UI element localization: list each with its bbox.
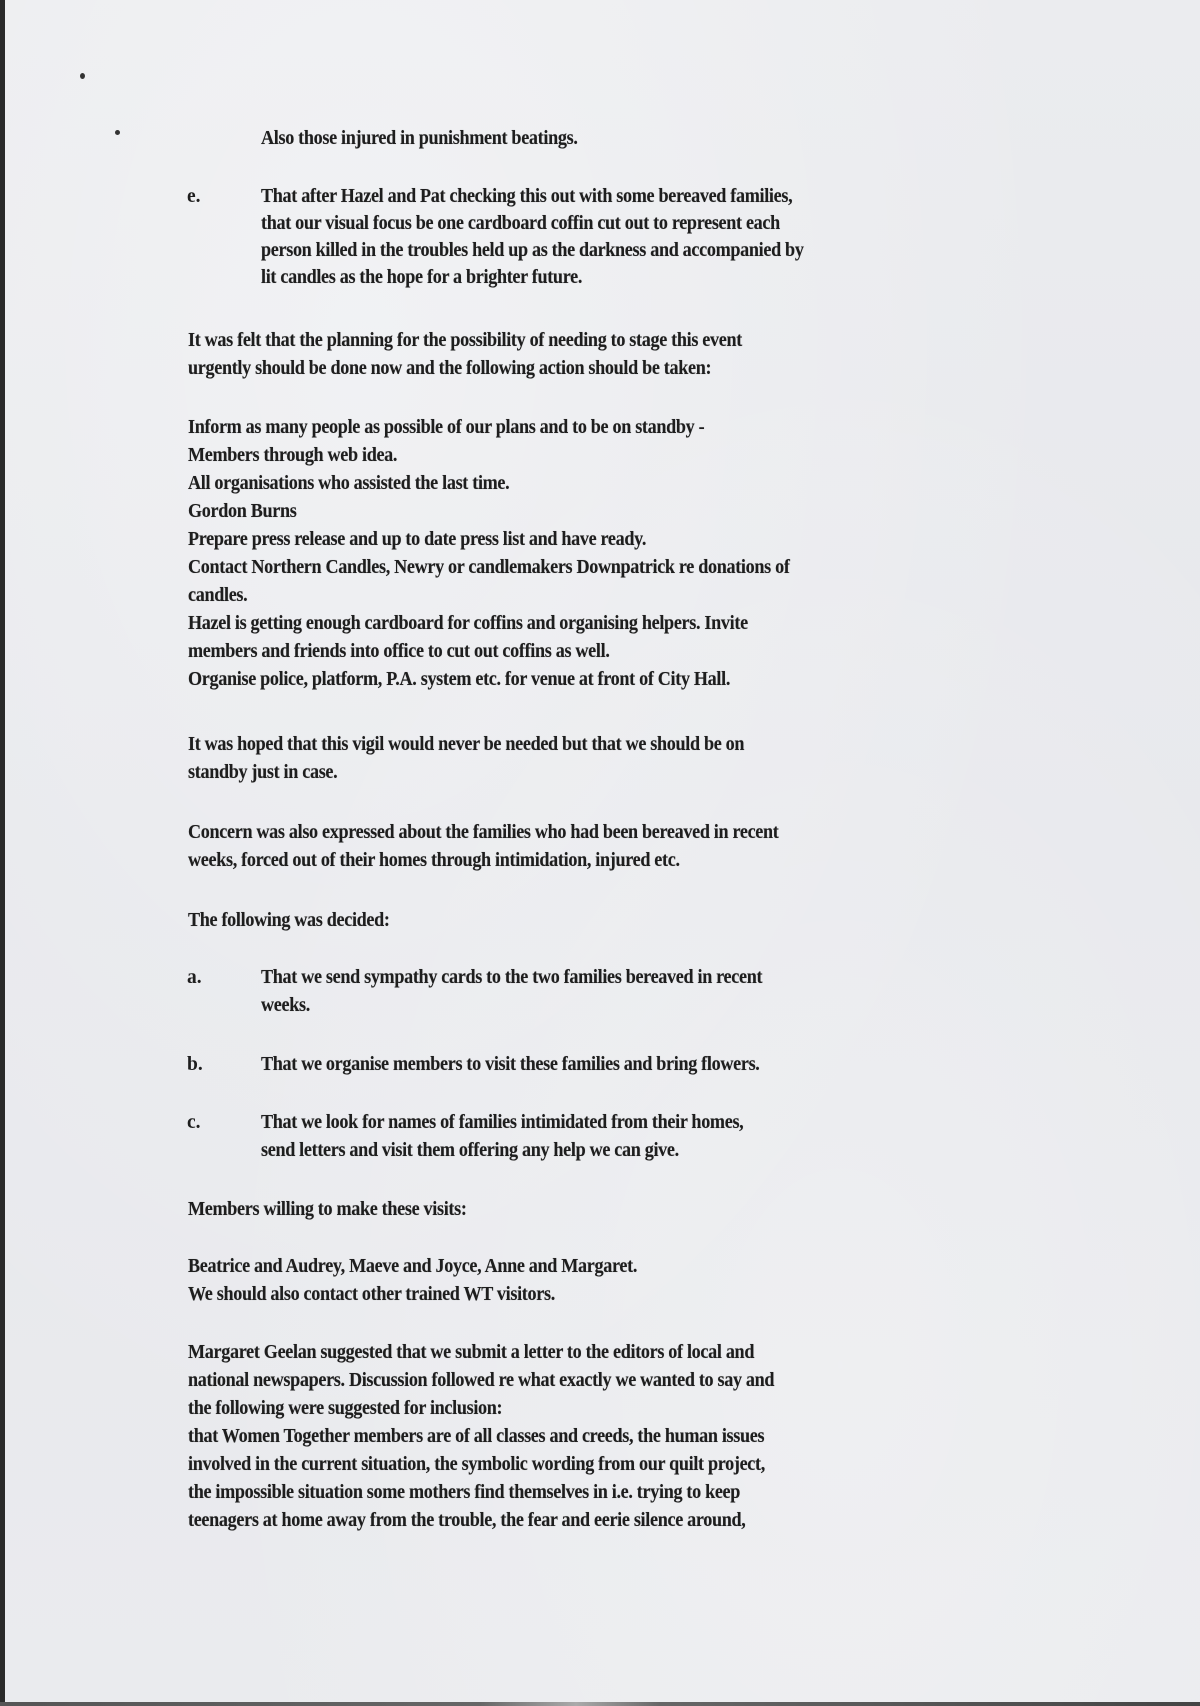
- planning-paragraph-line: urgently should be done now and the following action should be taken:: [188, 358, 712, 379]
- item-e-line: That after Hazel and Pat checking this out with some bereaved families,: [261, 186, 793, 207]
- list-marker-a: a.: [187, 967, 202, 988]
- item-e-line: person killed in the troubles held up as the darkness and accompanied by: [261, 240, 804, 261]
- list-marker-b: b.: [187, 1054, 203, 1075]
- decision-c-line: send letters and visit them offering any help we can give.: [261, 1140, 679, 1161]
- decision-b-line: That we organise members to visit these families and bring flowers.: [261, 1054, 760, 1075]
- visitors-line: Beatrice and Audrey, Maeve and Joyce, Anne and Margaret.: [188, 1256, 638, 1277]
- punch-mark: [80, 73, 85, 79]
- letter-paragraph-line: Margaret Geelan suggested that we submit a letter to the editors of local and: [188, 1342, 755, 1363]
- letter-paragraph-line: that Women Together members are of all classes and creeds, the human issues: [188, 1426, 765, 1447]
- visitors-heading: Members willing to make these visits:: [188, 1199, 467, 1220]
- letter-paragraph-line: teenagers at home away from the trouble, the fear and eerie silence around,: [188, 1510, 746, 1531]
- action-line: Hazel is getting enough cardboard for coffins and organising helpers. Invite: [188, 613, 748, 634]
- action-line: Gordon Burns: [188, 501, 297, 522]
- concern-paragraph-line: weeks, forced out of their homes through intimidation, injured etc.: [188, 850, 680, 871]
- decision-c-line: That we look for names of families intimidated from their homes,: [261, 1112, 744, 1133]
- visitors-line: We should also contact other trained WT visitors.: [188, 1284, 555, 1305]
- concern-paragraph-line: Concern was also expressed about the families who had been bereaved in recent: [188, 822, 779, 843]
- action-line: All organisations who assisted the last time.: [188, 473, 510, 494]
- item-e-line: that our visual focus be one cardboard coffin cut out to represent each: [261, 213, 780, 234]
- scan-edge-left: [0, 0, 5, 1706]
- scan-edge-bottom: [0, 1702, 1200, 1706]
- action-line: Prepare press release and up to date press list and have ready.: [188, 529, 647, 550]
- letter-paragraph-line: the impossible situation some mothers find themselves in i.e. trying to keep: [188, 1482, 741, 1503]
- letter-paragraph-line: involved in the current situation, the symbolic wording from our quilt project,: [188, 1454, 765, 1475]
- list-marker-c: c.: [187, 1112, 201, 1133]
- decided-heading: The following was decided:: [188, 910, 390, 931]
- decision-a-line: That we send sympathy cards to the two families bereaved in recent: [261, 967, 763, 988]
- letter-paragraph-line: national newspapers. Discussion followed re what exactly we wanted to say and: [188, 1370, 775, 1391]
- planning-paragraph-line: It was felt that the planning for the possibility of needing to stage this event: [188, 330, 742, 351]
- action-line: Inform as many people as possible of our plans and to be on standby -: [188, 417, 705, 438]
- list-marker-e: e.: [187, 186, 201, 207]
- letter-paragraph-line: the following were suggested for inclusion:: [188, 1398, 503, 1419]
- vigil-paragraph-line: standby just in case.: [188, 762, 338, 783]
- decision-a-line: weeks.: [261, 995, 310, 1016]
- item-e-line: lit candles as the hope for a brighter future.: [261, 267, 583, 288]
- action-line: members and friends into office to cut out coffins as well.: [188, 641, 610, 662]
- action-line: candles.: [188, 585, 248, 606]
- action-line: Members through web idea.: [188, 445, 398, 466]
- item-d-continuation: Also those injured in punishment beatings.: [261, 128, 578, 149]
- punch-mark: [115, 130, 120, 135]
- vigil-paragraph-line: It was hoped that this vigil would never be needed but that we should be on: [188, 734, 745, 755]
- action-line: Contact Northern Candles, Newry or candlemakers Downpatrick re donations of: [188, 557, 790, 578]
- action-line: Organise police, platform, P.A. system etc. for venue at front of City Hall.: [188, 669, 731, 690]
